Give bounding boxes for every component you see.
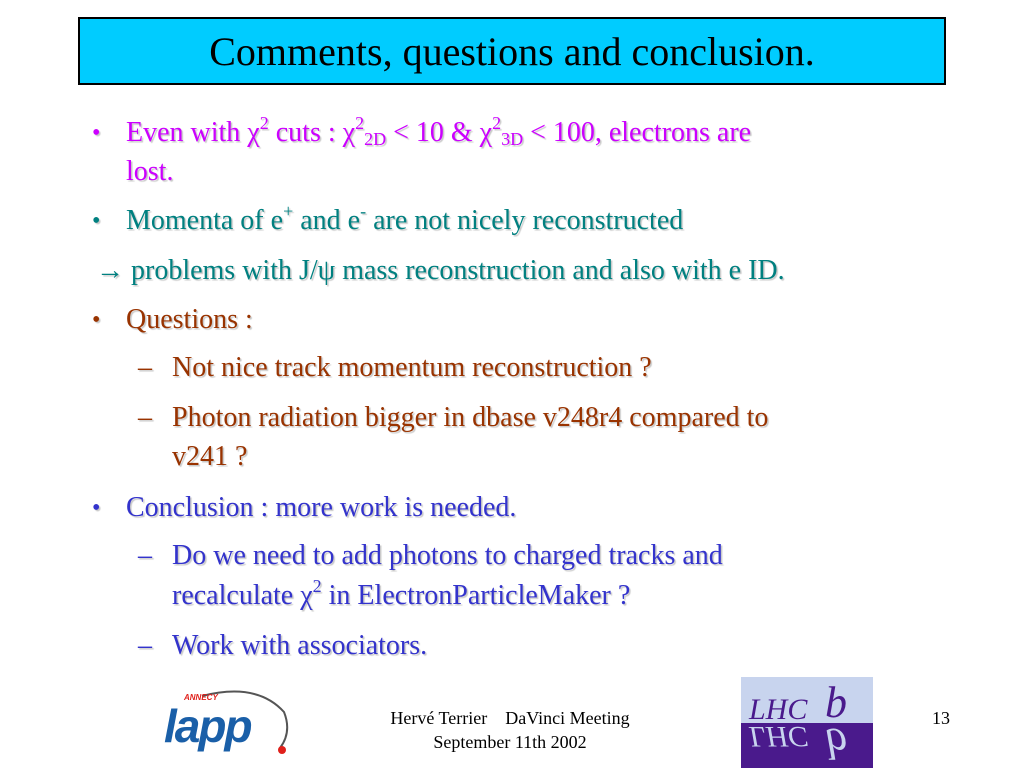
question-2-line2: v241 ?	[172, 441, 248, 472]
questions-heading: Questions :	[126, 304, 253, 335]
question-2-line1: Photon radiation bigger in dbase v248r4 compared to	[172, 402, 769, 433]
lhcb-logo-graphic	[741, 677, 873, 768]
conclusion-1-line2: recalculate $\chi^2$ in ElectronParticleMaker ?	[172, 576, 631, 611]
chi2-cuts-line2: lost.	[126, 156, 174, 187]
svg-text:lapp: lapp	[164, 700, 251, 752]
conclusion-heading: Conclusion : more work is needed.	[126, 492, 517, 523]
en-dash-icon: –	[138, 630, 152, 661]
footer-date: September 11th 2002	[433, 732, 587, 752]
en-dash-icon: –	[138, 540, 152, 571]
footer-text	[360, 706, 660, 754]
svg-text:ANNECY: ANNECY	[184, 693, 218, 702]
conclusion-2: Work with associators.	[172, 630, 428, 661]
question-1: Not nice track momentum reconstruction ?	[172, 352, 652, 383]
chi2-cuts-line1: Even with $\chi^2$ cuts : $\chi^2_{2D} < 10$ & $\chi^2_{3D} < 100$, electrons are	[126, 113, 752, 149]
page-number: 13	[932, 708, 950, 728]
momenta-line: Momenta of e+ and e- are not nicely reconstructed	[126, 201, 684, 236]
svg-text:b: b	[825, 678, 847, 727]
slide-title: Comments, questions and conclusion.	[209, 28, 815, 74]
en-dash-icon: –	[138, 402, 152, 433]
lapp-logo	[162, 684, 292, 760]
bullet-icon: •	[92, 495, 101, 521]
svg-text:b: b	[825, 719, 847, 768]
footer-event: DaVinci Meeting	[505, 708, 630, 728]
bullet-icon: •	[92, 120, 101, 146]
footer-author: Hervé Terrier	[390, 708, 488, 728]
bullet-icon: •	[92, 307, 101, 333]
bullet-icon: •	[92, 208, 101, 234]
en-dash-icon: –	[138, 352, 152, 383]
conclusion-1-line1: Do we need to add photons to charged tracks and	[172, 540, 723, 571]
footer-line1	[360, 706, 660, 730]
svg-text:LHC: LHC	[749, 693, 808, 726]
right-arrow-icon: →	[96, 255, 124, 286]
lapp-logo-graphic	[162, 684, 292, 760]
problems-line: → problems with J/ψ mass reconstruction and also with e ID.	[96, 255, 785, 286]
svg-text:LHC: LHC	[749, 720, 808, 753]
lhcb-logo	[741, 677, 873, 768]
